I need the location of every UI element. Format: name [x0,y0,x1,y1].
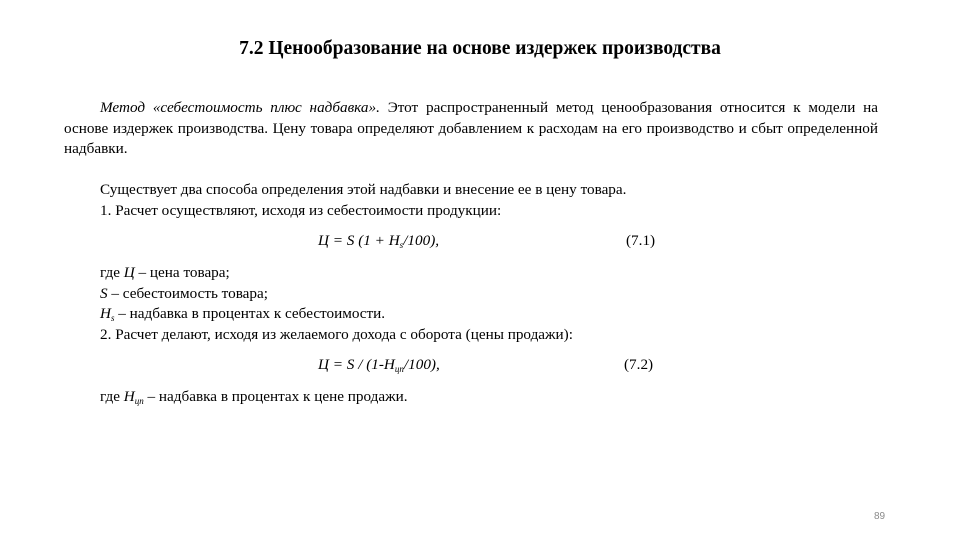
method-name: Метод «себестоимость плюс надбавка». [100,99,380,116]
method-description: Этот распространенный метод ценообразования относится к модели на основе издержек производства. Цену товара определяют добавлением к расходам на его производство и сбыт определенной надбавки. [64,99,878,157]
where-prefix: где [100,264,124,281]
definition-cost: – себестоимость товара; [107,284,268,302]
symbol-markup-price-subscript: цп [134,396,144,406]
formula-7-1-expression [318,231,439,252]
where-line-markup-price [64,387,878,408]
definition-markup-price: – надбавка в процентах к цене продажи. [143,388,408,405]
where-line-price [64,263,878,284]
formula-7-2-lhs: Ц = S / (1-Н [318,356,395,373]
paragraph-method-2: 2. Расчет делают, исходя из желаемого дохода с оборота (цены продажи): [100,325,573,343]
paragraph-method [64,98,878,180]
symbol-cost: S [100,284,108,302]
formula-7-1-lhs: Ц = S (1 + Н [318,232,400,249]
where-line-markup-cost [64,304,878,325]
formula-7-2-subscript: цп [394,364,404,374]
where-prefix-2: где [100,388,124,405]
paragraph-two-ways: Существует два способа определения этой надбавки и внесение ее в цену товара. [100,181,627,198]
page-title: 7.2 Ценообразование на основе издержек производства [239,38,721,59]
definition-markup-cost: – надбавка в процентах к себестоимости. [114,305,386,322]
formula-7-1 [64,231,878,251]
formula-7-2-expression [318,355,440,376]
formula-7-2-number: (7.2) [624,356,654,373]
formula-7-1-number: (7.1) [626,232,656,249]
symbol-price: Ц [123,264,135,281]
formula-7-1-subscript: s [399,240,404,250]
paragraph-method-1: 1. Расчет осуществляют, исходя из себестоимости продукции: [100,201,502,219]
where-line-cost [64,284,878,305]
body-text [64,98,878,408]
formula-7-1-rhs: /100), [403,232,440,249]
formula-7-2 [64,355,878,375]
page-number: 89 [874,511,886,522]
symbol-markup-subscript: s [110,313,115,323]
definition-price: – цена товара; [134,264,230,281]
formula-7-2-rhs: /100), [403,356,440,373]
symbol-markup-price: Н [123,388,135,405]
symbol-markup: Н [100,305,111,322]
